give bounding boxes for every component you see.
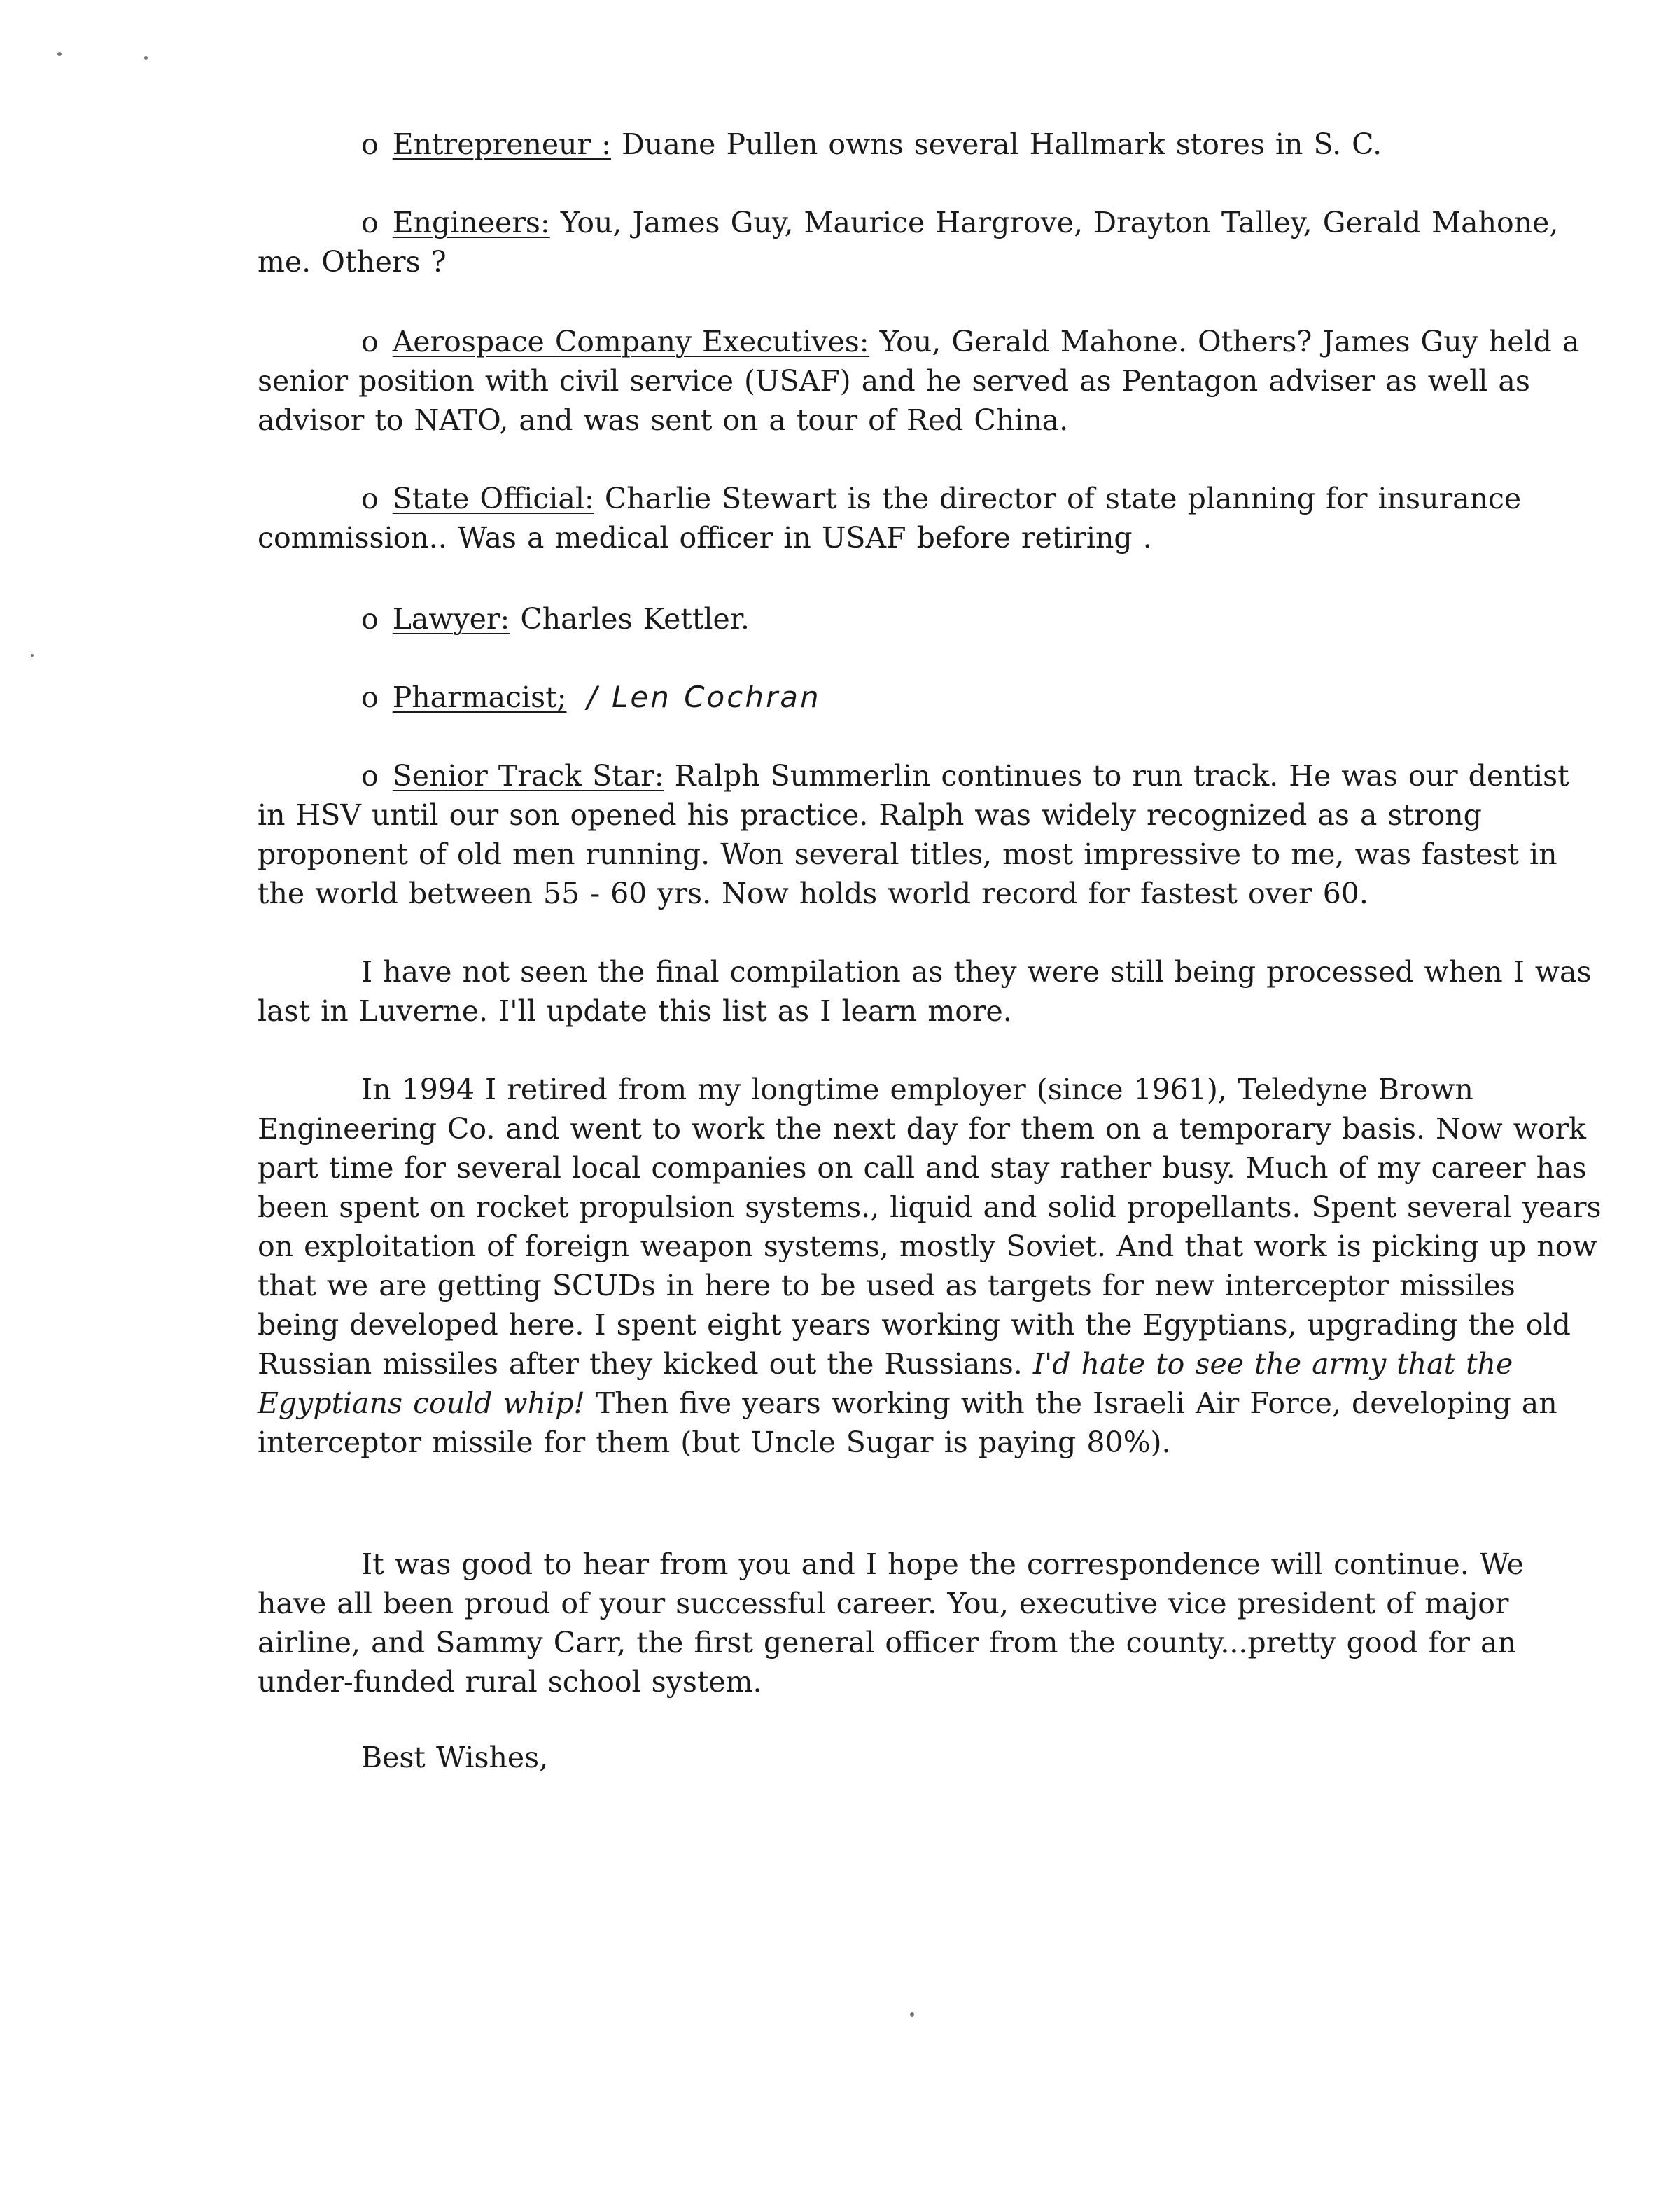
career-text-a: In 1994 I retired from my longtime employer (since 1961), Teledyne Brown Engineering Co. and went to work the next day for them on a temporary basis. Now work part time for several local companies on call and stay rather busy. Much of my career has been spent on rocket propulsion systems., liquid and solid propellants. Spent several years on exploitation of foreign weapon systems, mostly Soviet. And that work is picking up now that we are getting SCUDs in here to be used as targets for new interceptor missiles being developed here. I spent eight years working with the Egyptians, upgrading the old Russian missiles after they kicked out the Russians. [258,1073,1602,1381]
item-pharmacist [258,678,1602,717]
item-label: Aerospace Company Executives: [392,325,869,358]
closing-paragraph [258,1545,1602,1701]
bullet-marker: o [361,325,379,358]
bullet-marker: o [361,206,379,239]
item-label: Lawyer: [392,602,510,636]
career-text-italic: I'd hate to see the army that the Egyptians could whip! [258,1347,1513,1420]
item-text: Charles Kettler. [520,602,750,636]
item-aerospace-executives [258,322,1602,440]
bullet-marker: o [361,681,379,714]
item-label: Entrepreneur : [392,127,611,161]
item-text: Charlie Stewart is the director of state planning for insurance commission.. Was a medical officer in USAF before retiring . [258,482,1522,555]
compilation-text: I have not seen the final compilation as they were still being processed when I was last in Luverne. I'll update this list as I learn more. [258,955,1592,1028]
career-text-b: Then five years working with the Israeli Air Force, developing an interceptor missile for them (but Uncle Sugar is paying 80%). [258,1386,1558,1459]
item-lawyer [258,599,1602,639]
item-senior-track-star [258,756,1602,913]
item-entrepreneur [258,125,1602,164]
item-text: You, Gerald Mahone. Others? James Guy held a senior position with civil service (USAF) and he served as Pentagon adviser as well as advisor to NATO, and was sent on a tour of Red China. [258,325,1580,437]
item-text: Ralph Summerlin continues to run track. He was our dentist in HSV until our son opened his practice. Ralph was widely recognized as a strong proponent of old men running. Won several titles, most impressive to me, was fastest in the world between 55 - 60 yrs. Now holds world record for fastest over 60. [258,759,1569,910]
closing-text: It was good to hear from you and I hope the correspondence will continue. We have all been proud of your successful career. You, executive vice president of major airline, and Sammy Carr, the first general officer from the county...pretty good for an under-funded rural school system. [258,1547,1524,1699]
bullet-marker: o [361,602,379,636]
bullet-marker: o [361,482,379,515]
bullet-marker: o [361,127,379,161]
item-label: Senior Track Star: [392,759,664,793]
item-text: You, James Guy, Maurice Hargrove, Drayton Talley, Gerald Mahone, me. Others ? [258,206,1559,279]
item-label: Pharmacist; [392,681,567,714]
paper-speck [144,56,148,60]
paper-speck [910,2012,914,2017]
signoff [258,1738,1602,1777]
paper-speck [31,654,34,657]
item-engineers [258,203,1602,281]
item-text: Duane Pullen owns several Hallmark stores in S. C. [622,127,1382,161]
item-label: State Official: [392,482,594,515]
signoff-text: Best Wishes, [361,1741,549,1774]
item-state-official [258,479,1602,557]
career-paragraph [258,1070,1602,1462]
paper-speck [57,52,62,56]
item-label: Engineers: [392,206,550,239]
handwritten-annotation: / Len Cochran [587,680,821,714]
bullet-marker: o [361,759,379,793]
compilation-paragraph [258,952,1602,1031]
